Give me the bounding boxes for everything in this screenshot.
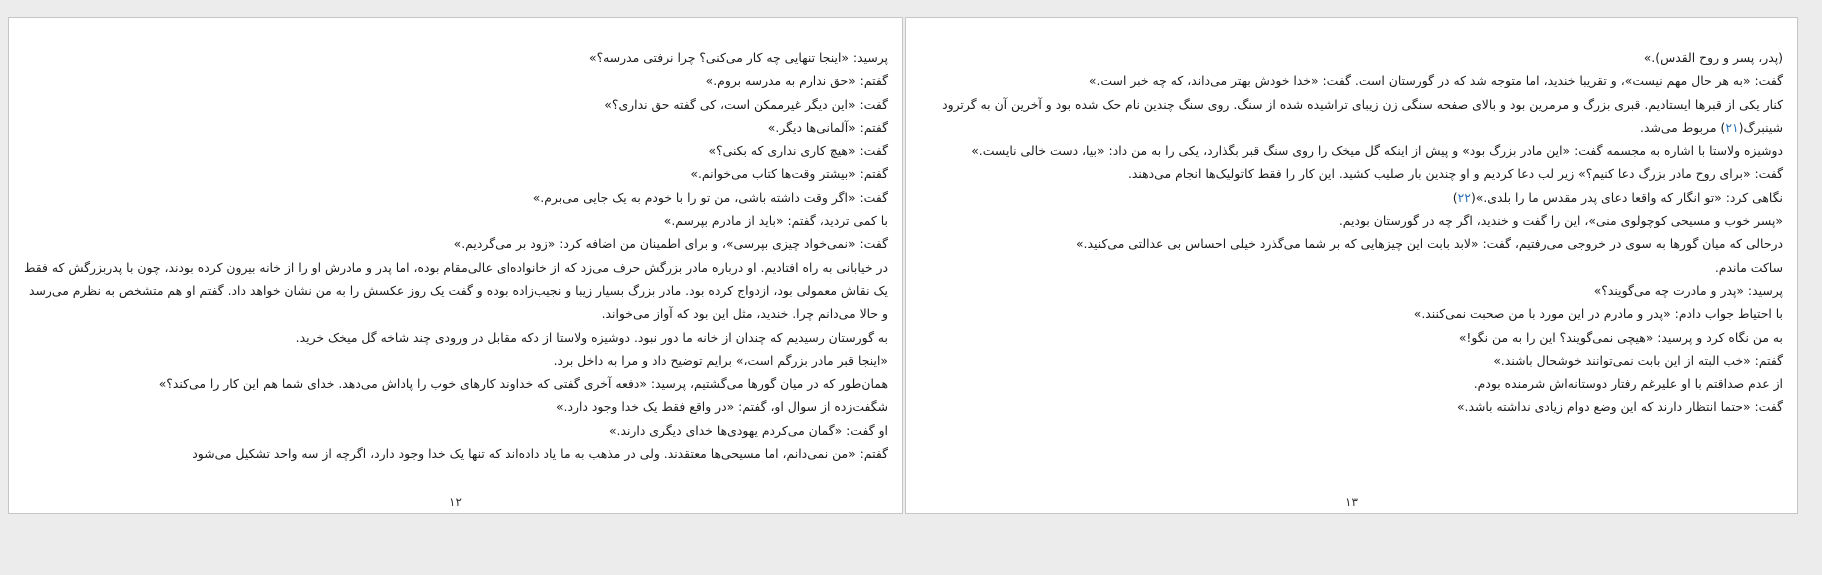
paragraph: به من نگاه کرد و پرسید: «هیچی نمی‌گویند؟ این را به من نگو!»: [1458, 329, 1783, 345]
paragraph: با احتیاط جواب دادم: «پدر و مادرم در این مورد با من صحبت نمی‌کنند.»: [1413, 306, 1783, 322]
paragraph: پرسید: «اینجا تنهایی چه کار می‌کنی؟ چرا نرفتی مدرسه؟»: [588, 50, 888, 65]
paragraph: از عدم صداقتم با او علیرغم رفتار دوستانه‌اش شرمنده بودم.: [1473, 376, 1783, 392]
footnote-ref[interactable]: ۲۲: [1457, 189, 1471, 205]
paragraph: گفتم: «آلمانی‌ها دیگر.»: [767, 119, 888, 135]
left-page-number: ۱۲: [449, 495, 462, 509]
book-spread: [8, 17, 1798, 514]
paragraph: با کمی تردید، گفتم: «باید از مادرم بپرسم.»: [663, 213, 888, 229]
paragraph: شگفت‌زده از سوال او، گفتم: «در واقع فقط یک خدا وجود دارد.»: [555, 399, 888, 415]
paragraph: گفتم: «حق ندارم به مدرسه بروم.»: [705, 73, 888, 89]
paragraph: گفت: «به هر حال مهم نیست»، و تقریبا خندید، اما متوجه شد که در گورستان است. گفت: «خدا خودش بهتر می‌داند، که چه خبر است.»: [1088, 73, 1783, 89]
footnote-ref[interactable]: ۲۱: [1725, 119, 1739, 135]
left-page-text: [23, 46, 888, 465]
paragraph: گفت: «هیچ کاری نداری که بکنی؟»: [708, 143, 888, 159]
paragraph: گفتم: «من نمی‌دانم، اما مسیحی‌ها معتقدند. ولی در مذهب به ما یاد داده‌اند که تنها یک خدا وجود دارد، اگرچه از سه واحد تشکیل می‌شود: [192, 446, 888, 462]
right-page-number: ۱۳: [1345, 495, 1358, 509]
paragraph: «اینجا قبر مادر بزرگم است،» برایم توضیح داد و مرا به داخل برد.: [553, 352, 888, 368]
paragraph: به گورستان رسیدیم که چندان از خانه ما دور نبود. دوشیزه ولاستا از دکه مقابل در ورودی چند شاخه گل میخک خرید.: [295, 329, 888, 345]
left-page: [8, 17, 903, 514]
paragraph: گفت: «برای روح مادر بزرگ دعا کنیم؟» زیر لب دعا کردیم و او چندین بار صلیب کشید. این کار را فقط کاتولیک‌ها انجام می‌دهند.: [1127, 166, 1783, 182]
paragraph: گفتم: «بیشتر وقت‌ها کتاب می‌خوانم.»: [690, 166, 888, 182]
paragraph: (پدر، پسر و روح القدس).»: [1643, 50, 1783, 65]
paragraph: نگاهی کرد: «تو انگار که واقعا دعای پدر مقدس ما را بلدی.»(۲۲): [1452, 189, 1783, 205]
paragraph: همان‌طور که در میان گورها می‌گشتیم، پرسید: «دفعه آخری گفتی که خداوند کارهای خوب را پاداش می‌دهد. خدای شما هم این کار را می‌کند؟»: [158, 376, 888, 392]
paragraph: «پسر خوب و مسیحی کوچولوی منی»، این را گفت و خندید، اگر چه در گورستان بودیم.: [1338, 213, 1783, 229]
paragraph: گفت: «اگر وقت داشته باشی، من تو را با خودم به یک جایی می‌برم.»: [532, 189, 888, 205]
paragraph: گفت: «نمی‌خواد چیزی بپرسی»، و برای اطمینان من اضافه کرد: «زود بر می‌گردیم.»: [453, 236, 888, 252]
paragraph: درحالی که میان گورها به سوی در خروجی می‌رفتیم، گفت: «لابد بابت این چیزهایی که بر شما می‌گذرد خیلی احساس بی عدالتی می‌کنید.»: [1075, 236, 1783, 252]
paragraph: در خیابانی به راه افتادیم. او درباره مادر بزرگش حرف می‌زد که از خانواده‌ای عالی‌مقام بوده، اما پدر و مادرش او را از خانه بیرون کرده بودند، چون با پدربزرگش که فقط یک نقاش معمولی بود، ازدواج کرده بود. مادر بزرگ بسیار زیبا و نجیب‌زاده بوده و گفت یک روز عکسش را به من نشان خواهد داد. گفتم او هم متشخص به نظرم می‌رسد و حالا می‌دانم چرا. خندید، مثل این بود که آواز می‌خواند.: [23, 259, 888, 322]
right-page: [905, 17, 1798, 514]
paragraph: گفت: «این دیگر غیرممکن است، کی گفته حق نداری؟»: [604, 96, 888, 112]
paragraph: کنار یکی از قبرها ایستادیم. قبری بزرگ و مرمرین بود و بالای صفحه سنگی زن زیبای تراشیده شده از سنگ. روی سنگ چندین نام حک شده بود و آخرین آن به گرترود شینبرگ(۲۱) مربوط می‌شد.: [942, 96, 1783, 135]
paragraph: دوشیزه ولاستا با اشاره به مجسمه گفت: «این مادر بزرگ بود» و پیش از اینکه گل میخک را روی سنگ قبر بگذارد، یکی را به من داد: «بیا، دست خالی نایست.»: [971, 143, 1783, 159]
paragraph: گفتم: «خب البته از این بابت نمی‌توانند خوشحال باشند.»: [1493, 352, 1783, 368]
paragraph: ساکت ماندم.: [1714, 259, 1783, 275]
right-page-text: [920, 46, 1783, 419]
paragraph: پرسید: «پدر و مادرت چه می‌گویند؟»: [1593, 282, 1783, 298]
paragraph: گفت: «حتما انتظار دارند که این وضع دوام زیادی نداشته باشد.»: [1456, 399, 1783, 415]
paragraph: او گفت: «گمان می‌کردم یهودی‌ها خدای دیگری دارند.»: [608, 422, 888, 438]
